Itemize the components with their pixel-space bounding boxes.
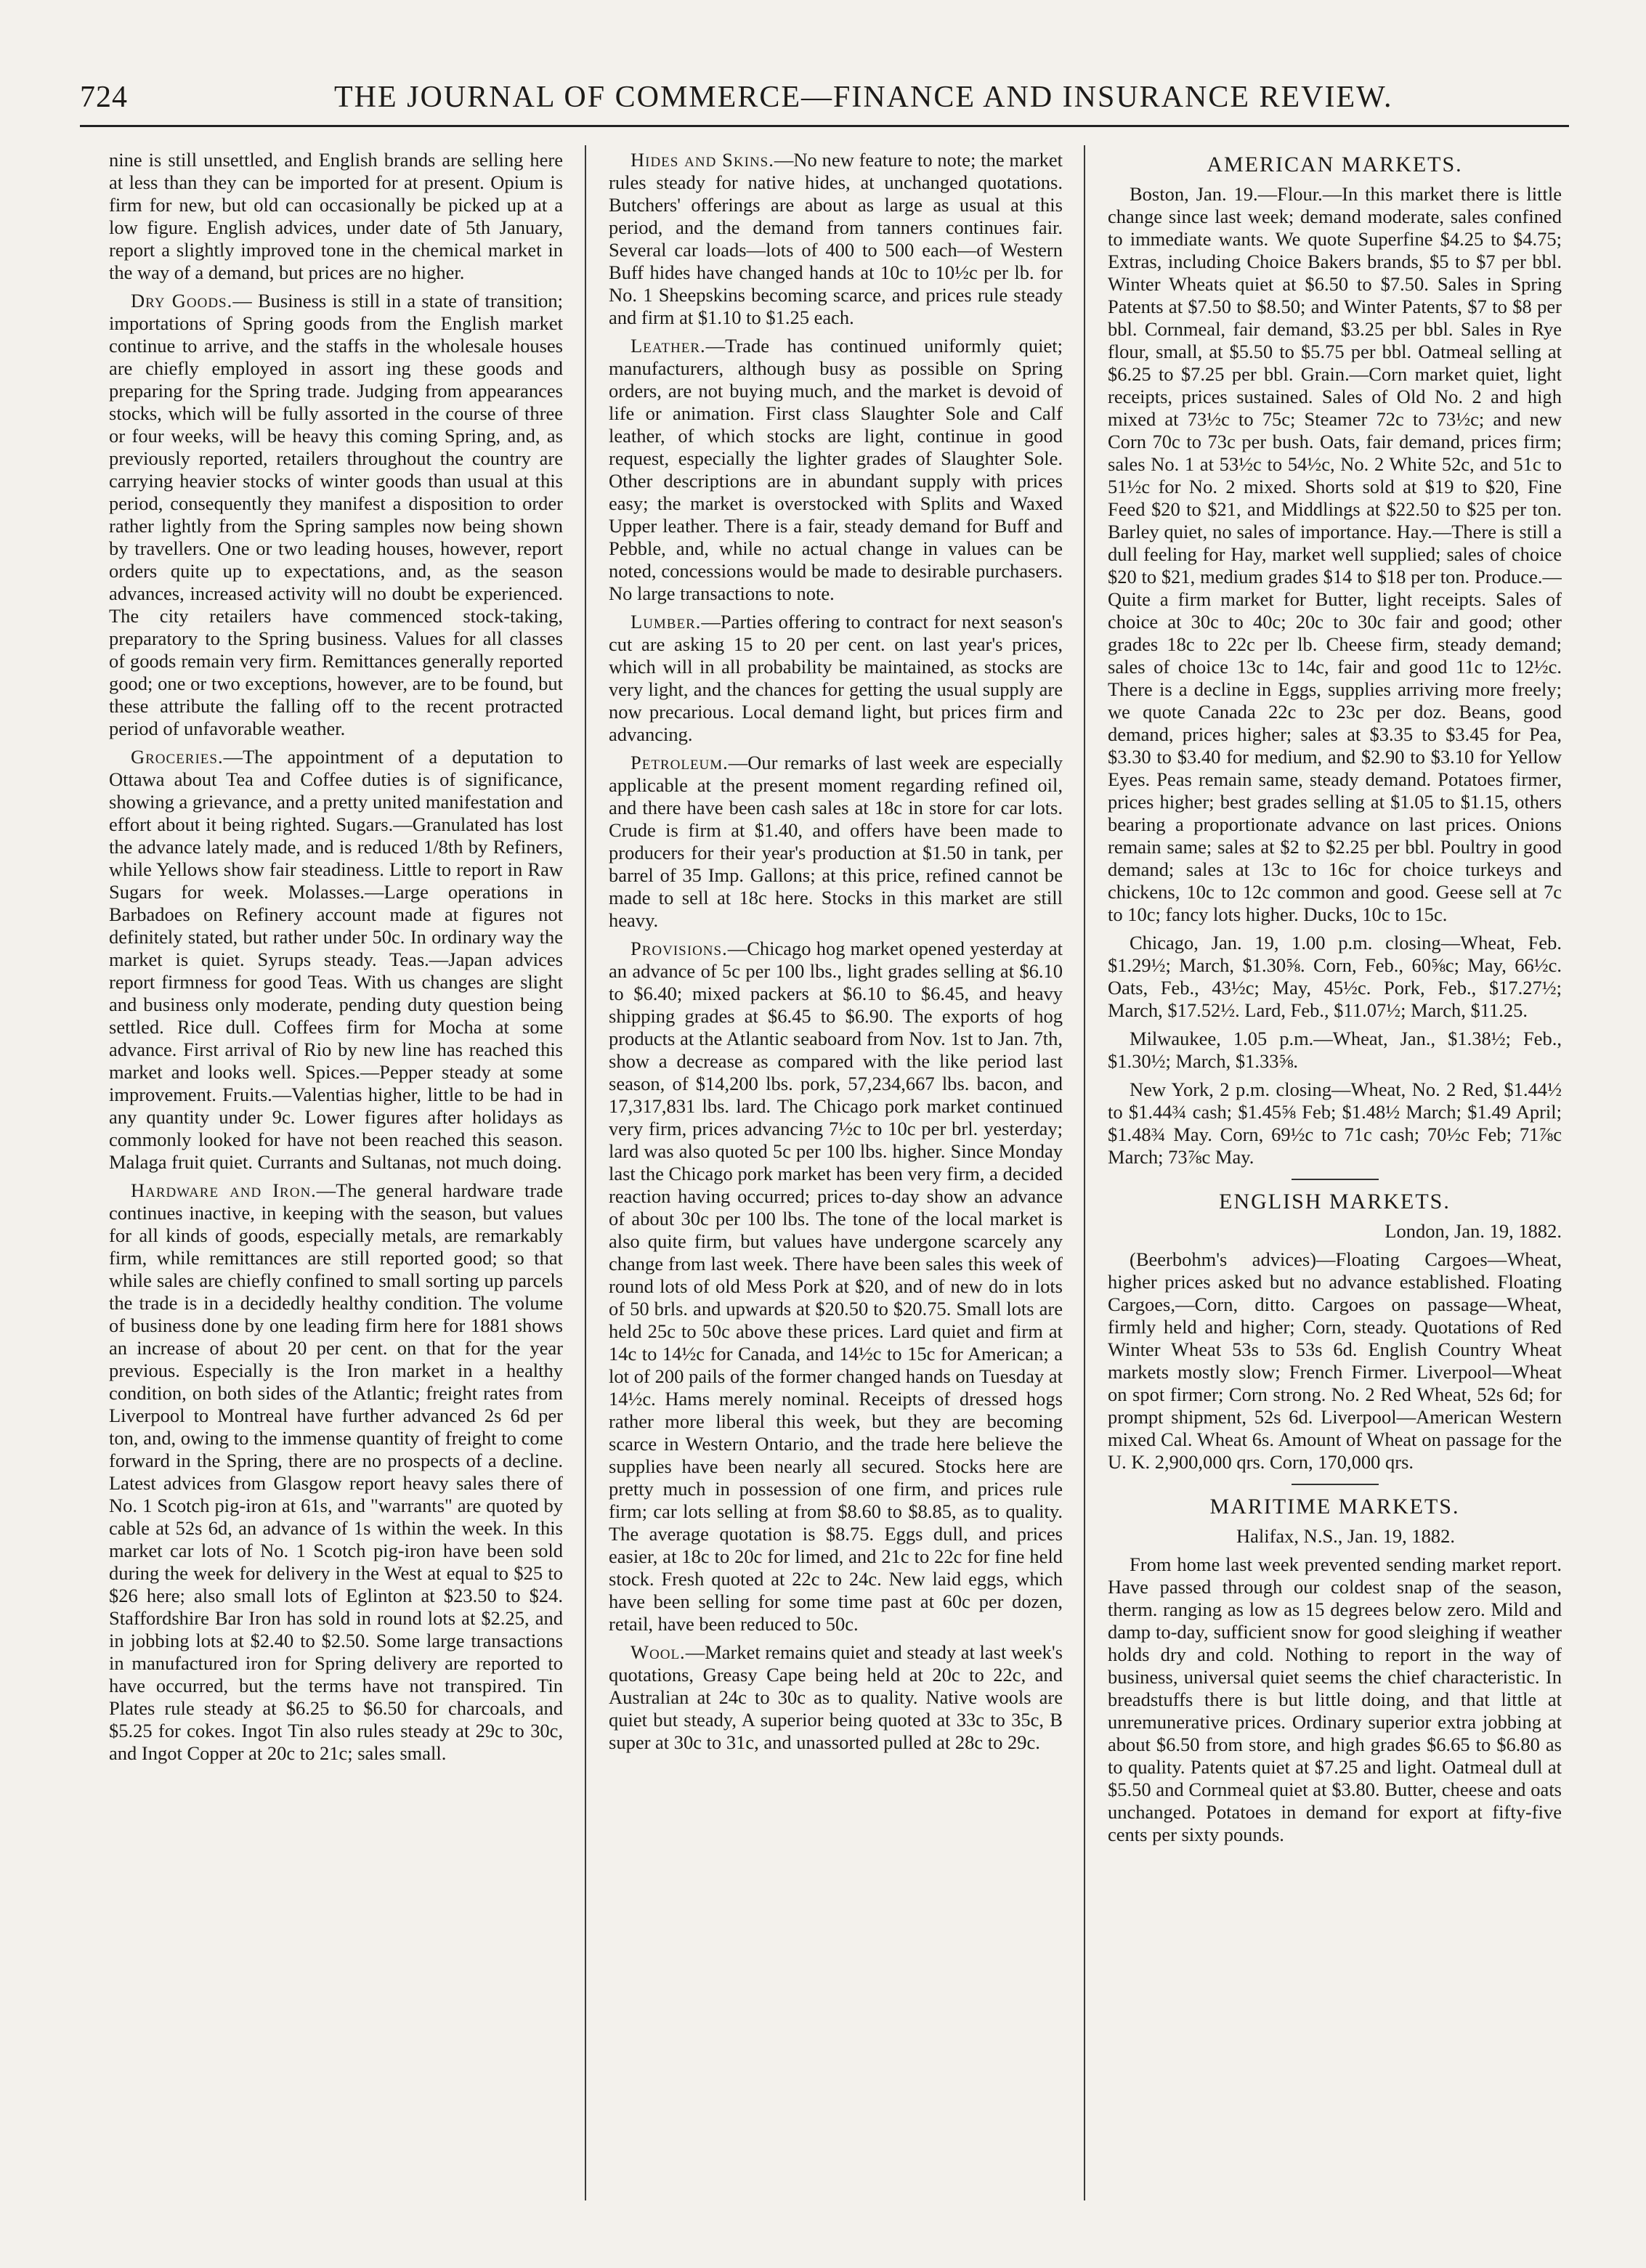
column-1 <box>109 149 563 2226</box>
london-dateline: London, Jan. 19, 1882. <box>1384 1220 1562 1242</box>
chicago-paragraph: Chicago, Jan. 19, 1.00 p.m. closing—Wheat, Feb. $1.29½; March, $1.30⅝. Corn, Feb., 60⅝c; May, 66½c. Oats, Feb., 43½c; May, 45½c. Pork, Feb., $17.27½; March, $17.52½. Lard, Feb., $11.07½; March, $11.25. <box>1108 932 1562 1021</box>
groceries-text: —The appointment of a deputation to Ottawa about Tea and Coffee duties is of significance, showing a grievance, and a pretty united manifestation and effort about it being righted. Sugars.—Granulated has lost the advance lately made, and is reduced 1/8th by Refiners, while Yellows show fair steadiness. Little to report in Raw Sugars for week. Molasses.—Large operations in Barbadoes on Refinery account made at figures not definitely stated, but rather under 50c. In ordinary way the market is quiet. Syrups steady. Teas.—Japan advices report firmness for good Teas. With us changes are slight and business only moderate, pending duty question being settled. Rice dull. Coffees firm for Mocha at some advance. First arrival of Rio by new line has reached this market and looks well. Spices.—Pepper steady at some improvement. Fruits.—Valentias higher, little to be had in any quantity under 9c. Lower figures after holidays as commonly looked for have not been reached this season. Malaga fruit quiet. Currants and Sultanas, not much doing. <box>109 746 563 1173</box>
groceries-heading: Groceries. <box>131 746 224 768</box>
journal-title: THE JOURNAL OF COMMERCE—FINANCE AND INSURANCE REVIEW. <box>334 81 1393 114</box>
boston-paragraph: Boston, Jan. 19.—Flour.—In this market there is little change since last week; demand moderate, sales confined to immediate wants. We quote Superfine $4.25 to $4.75; Extras, including Choice Bakers brands, $5 to $7 per bbl. Winter Wheats quiet at $6.50 to $7.50. Sales in Spring Patents at $7.50 to $8.50; and Winter Patents, $7 to $8 per bbl. Cornmeal, fair demand, $3.25 per bbl. Sales in Rye flour, small, at $5.50 to $5.75 per bbl. Oatmeal selling at $6.25 to $7.25 per bbl. Grain.—Corn market quiet, light receipts, prices sustained. Sales of Old No. 2 and high mixed at 73½c to 75c; Steamer 72c to 73½c; and new Corn 70c to 73c per bush. Oats, fair demand, prices firm; sales No. 1 at 53½c to 54½c, No. 2 White 52c, and 51c to 51½c for No. 2 mixed. Shorts sold at $19 to $20, Fine Feed $20 to $21, and Middlings at $22.50 to $25 per ton. Barley quiet, no sales of importance. Hay.—There is still a dull feeling for Hay, market well supplied; sales of choice $20 to $21, medium grades $14 to $18 per ton. Produce.—Quite a firm market for Butter, light receipts. Sales of choice at 30c to 40c; 20c to 30c fair and good; other grades 18c to 22c per lb. Cheese firm, steady demand; sales of choice 13c to 14c, fair and good 11c to 12½c. There is a decline in Eggs, supplies arriving more freely; we quote Canada 22c to 23c per doz. Beans, good demand, prices higher; sales at $3.35 to $3.45 for Pea, $3.30 to $3.40 for medium, and $2.90 to $3.10 for Yellow Eyes. Peas remain same, steady demand. Potatoes firmer, prices higher; best grades selling at $1.05 to $1.15, others bearing a proportionate advance on last prices. Onions remain same; sales at $2 to $2.25 per bbl. Poultry in good demand; sales at 13c to 16c for choice turkeys and chickens, 10c to 12c common and good. Geese sell at 7c to 10c; fancy lots higher. Ducks, 10c to 15c. <box>1108 183 1562 925</box>
wool-heading: Wool. <box>631 1641 686 1663</box>
provisions-text: —Chicago hog market opened yesterday at an advance of 5c per 100 lbs., light grades selling at $6.10 to $6.40; mixed packers at $6.10 to $6.45, and heavy shipping grades at $6.45 to $6.90. The exports of hog products at the Atlantic seaboard from Nov. 1st to Jan. 7th, show a decrease as compared with the like period last season, of $14,200 lbs. pork, 57,234,667 lbs. bacon, and 17,317,831 lbs. lard. The Chicago pork market continued very firm, prices advancing 7½c to 10c per brl. yesterday; lard was also quoted 5c per 100 lbs. higher. Since Monday last the Chicago pork market has been very firm, a decided reaction having occurred; prices to-day show an advance of about 30c per 100 lbs. The tone of the local market is also quite firm, but values have undergone scarcely any change from last week. There have been sales this week of round lots of old Mess Pork at $20, and of new do in lots of 50 brls. and upwards at $20.50 to $20.75. Small lots are held 25c to 50c above these prices. Lard quiet and firm at 14c to 14½c for Canada, and 14½c to 15c for American; a lot of 200 pails of the former changed hands on Tuesday at 14½c. Hams merely nominal. Receipts of dressed hogs rather more liberal this week, but they are becoming scarce in Western Ontario, and the trade here believe the supplies have been nearly all secured. Stocks here are pretty much in possession of one firm, and prices rule firm; car lots selling at from $8.60 to $8.85, as to quality. The average quotation is $8.75. Eggs dull, and prices easier, at 18c to 20c for limed, and 21c to 22c for fine held stock. Fresh quoted at 22c to 24c. New laid eggs, which have been selling for some time past at 60c per dozen, retail, have been reduced to 50c. <box>609 938 1063 1635</box>
page-number: 724 <box>80 81 128 114</box>
wool-text: —Market remains quiet and steady at last week's quotations, Greasy Cape being held at 20c to 22c, and Australian at 24c to 30c as to quality. Native wools are quiet but steady, A superior being quoted at 33c to 35c, B super at 30c to 31c, and unassorted pulled at 28c to 29c. <box>609 1641 1063 1753</box>
dry-goods-heading: Dry Goods. <box>131 290 233 312</box>
new-york-paragraph: New York, 2 p.m. closing—Wheat, No. 2 Red, $1.44½ to $1.44¾ cash; $1.45⅝ Feb; $1.48½ March; $1.49 April; $1.48¾ May. Corn, 69½c to 71c cash; 70½c Feb; 71⅞c March; 73⅞c May. <box>1108 1078 1562 1168</box>
section-rule <box>1292 1484 1379 1485</box>
hides-heading: Hides and Skins. <box>631 149 774 171</box>
maritime-markets-heading: MARITIME MARKETS. <box>1209 1495 1460 1519</box>
halifax-dateline: Halifax, N.S., Jan. 19, 1882. <box>1236 1525 1456 1547</box>
leather-paragraph <box>609 335 1063 605</box>
lumber-paragraph <box>609 611 1063 746</box>
wool-paragraph <box>609 1641 1063 1754</box>
header-rule <box>80 125 1569 127</box>
petroleum-heading: Petroleum. <box>631 752 729 773</box>
section-rule <box>1292 1179 1379 1180</box>
english-markets-heading: ENGLISH MARKETS. <box>1219 1190 1451 1214</box>
hardware-heading: Hardware and Iron. <box>131 1179 317 1201</box>
hardware-paragraph <box>109 1179 563 1765</box>
petroleum-text: —Our remarks of last week are especially applicable at the present moment regarding refined oil, and there have been cash sales at 18c in store for car lots. Crude is firm at $1.40, and offers have been made to producers for their year's production at $1.50 in tank, per barrel of 35 Imp. Gallons; at this price, refined cannot be made to sell at 18c here. Stocks in this market are still heavy. <box>609 752 1063 931</box>
lumber-text: —Parties offering to contract for next season's cut are asking 15 to 20 per cent. on last year's prices, which will in all probability be maintained, as stocks are very light, and the chances for getting the usual supply are now precarious. Local demand light, but prices firm and advancing. <box>609 611 1063 745</box>
hides-text: —No new feature to note; the market rules steady for native hides, at unchanged quotations. Butchers' offerings are about as large as usual at this period, and the demand from tanners continues fair. Several car loads—lots of 400 to 500 each—of Western Buff hides have changed hands at 10c to 10½c per lb. for No. 1 Sheepskins becoming scarce, and prices rule steady and firm at $1.10 to $1.25 each. <box>609 149 1063 328</box>
leather-text: —Trade has continued uniformly quiet; manufacturers, although busy as possible on Spring orders, are not buying much, and the market is devoid of life or animation. First class Slaughter Sole and Calf leather, of which stocks are light, continue in good request, especially the lighter grades of Slaughter Sole. Other descriptions are in abundant supply with prices easy; the market is overstocked with Splits and Waxed Upper leather. There is a fair, steady demand for Buff and Pebble, and, while no actual change in values can be noted, concessions would be made to desirable purchasers. No large transactions to note. <box>609 335 1063 604</box>
american-markets-heading: AMERICAN MARKETS. <box>1207 153 1463 176</box>
column-3 <box>1108 149 1562 2226</box>
dry-goods-paragraph <box>109 290 563 740</box>
provisions-heading: Provisions. <box>631 938 728 959</box>
hides-paragraph <box>609 149 1063 329</box>
column-divider <box>585 145 586 2200</box>
lumber-heading: Lumber. <box>631 611 702 633</box>
english-markets-paragraph: (Beerbohm's advices)—Floating Cargoes—Wheat, higher prices asked but no advance established. Floating Cargoes,—Corn, ditto. Cargoes on passage—Wheat, firmly held and higher; Corn, steady. Quotations of Red Winter Wheat 53s to 53s 6d. English Country Wheat markets mostly slow; French Firmer. Liverpool—Wheat on spot firmer; Corn strong. No. 2 Red Wheat, 52s 6d; for prompt shipment, 52s 6d. Liverpool—American Western mixed Cal. Wheat 6s. Amount of Wheat on passage for the U. K. 2,900,000 qrs. Corn, 170,000 qrs. <box>1108 1248 1562 1473</box>
milwaukee-paragraph: Milwaukee, 1.05 p.m.—Wheat, Jan., $1.38½; Feb., $1.30½; March, $1.33⅝. <box>1108 1028 1562 1072</box>
petroleum-paragraph <box>609 752 1063 932</box>
groceries-paragraph <box>109 746 563 1174</box>
column-2 <box>609 149 1063 2226</box>
leather-heading: Leather. <box>631 335 706 357</box>
hardware-text: —The general hardware trade continues inactive, in keeping with the season, but values for all kinds of goods, especially metals, are remarkably firm, while remittances are still reported good; so that while sales are chiefly confined to small sorting up parcels the trade is in a decidedly healthy condition. The volume of business done by one leading firm here for 1881 shows an increase of about 20 per cent. on that for the year previous. Especially is the Iron market in a healthy condition, on both sides of the Atlantic; freight rates from Liverpool to Montreal have further advanced 2s 6d per ton, and, owing to the immense quantity of freight to come forward in the Spring, there are no prospects of a decline. Latest advices from Glasgow report heavy sales there of No. 1 Scotch pig-iron at 61s, and "warrants" are quoted by cable at 52s 6d, an advance of 1s within the week. In this market car lots of No. 1 Scotch pig-iron have been sold during the week for delivery in the West at equal to $25 to $26 here; also small lots of Eglinton at $23.50 to $24. Staffordshire Bar Iron has sold in round lots at $2.25, and in jobbing lots at $2.40 to $2.50. Some large transactions in manufactured iron for Spring delivery are reported to have occurred, but the terms have not transpired. Tin Plates rule steady at $6.25 to $6.50 for charcoals, and $5.25 for cokes. Ingot Tin also rules steady at 29c to 30c, and Ingot Copper at 20c to 21c; sales small. <box>109 1179 563 1764</box>
page-header <box>80 80 1569 123</box>
chemicals-paragraph: nine is still unsettled, and English brands are selling here at less than they can be imported for at present. Opium is firm for new, but old can occasionally be picked up at a low figure. English advices, under date of 5th January, report a slightly improved tone in the chemical market in the way of a demand, but prices are no higher. <box>109 149 563 283</box>
provisions-paragraph <box>609 938 1063 1635</box>
dry-goods-text: — Business is still in a state of transition; importations of Spring goods from the English market continue to arrive, and the staffs in the wholesale houses are chiefly employed in assort ing these goods and preparing for the Spring trade. Judging from appearances stocks, which will be fully assorted in the course of three or four weeks, will be heavy this coming Spring, and, as previously reported, retailers throughout the country are carrying heavier stocks of winter goods than usual at this period, consequently they manifest a disposition to order rather lightly from the Spring samples now being shown by travellers. One or two leading houses, however, report orders quite up to expectations, and, as the season advances, increased activity will no doubt be experienced. The city retailers have commenced stock-taking, preparatory to the Spring business. Values for all classes of goods remain very firm. Remittances generally reported good; one or two exceptions, however, are to be found, but these attribute the falling off to the recent protracted period of unfavorable weather. <box>109 290 563 739</box>
column-divider <box>1084 145 1085 2200</box>
maritime-markets-paragraph: From home last week prevented sending market report. Have passed through our coldest snap of the season, therm. ranging as low as 15 degrees below zero. Mild and damp to-day, sufficient snow for good sleighing if weather holds dry and cold. Nothing to report in the way of business, universal quiet seems the chief characteristic. In breadstuffs there is but little doing, and that little at unremunerative prices. Ordinary superior extra jobbing at about $6.50 from store, and high grades $6.65 to $6.80 as to quality. Patents quiet at $7.25 and light. Oatmeal dull at $5.50 and Cornmeal quiet at $3.80. Butter, cheese and oats unchanged. Potatoes in demand for export at fifty-five cents per sixty pounds. <box>1108 1553 1562 1845</box>
